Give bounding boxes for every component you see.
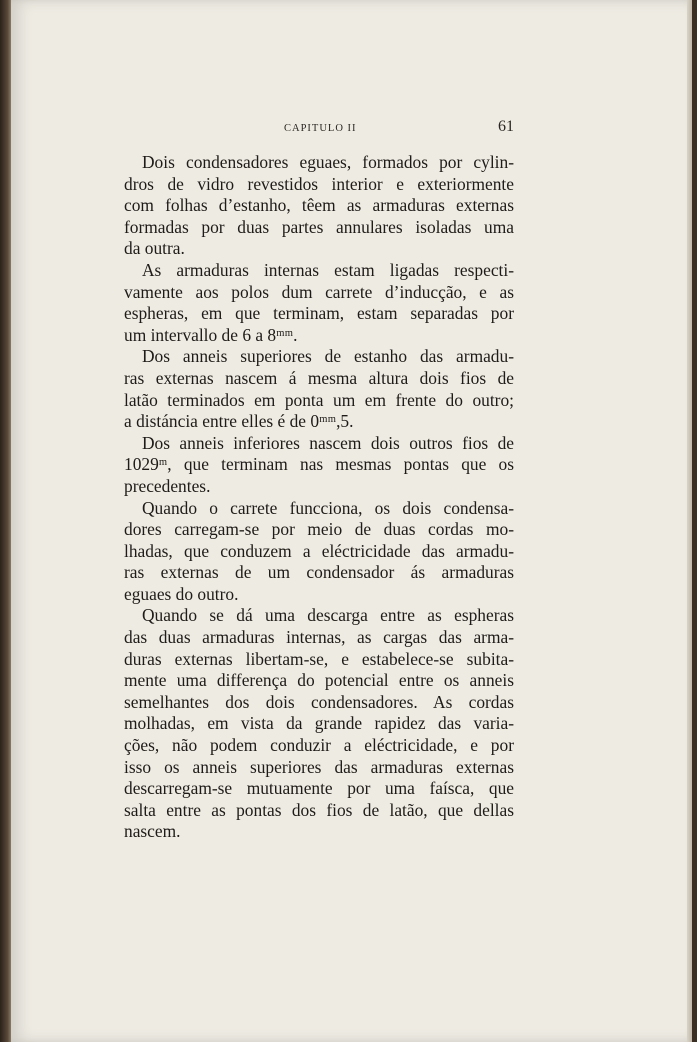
text-line: precedentes. [124,475,211,496]
book-spine-shadow [0,0,11,1042]
paragraph [124,498,514,606]
text-line: da outra. [124,238,185,259]
body-text [124,152,514,843]
text-line: salta entre as pontas dos fios de latão, que dellas [124,799,514,820]
page-number: 61 [498,118,514,135]
text-line: Dos anneis inferiores nascem dois outros fios de [142,432,514,453]
text-line: Dois condensadores eguaes, formados por cylin- [142,152,514,172]
text-line: Dos anneis superiores de estanho das armadu- [142,346,514,367]
text-line: latão terminados em ponta um em frente do outro; [124,389,514,410]
text-line: semelhantes dos dois condensadores. As cordas [124,691,514,712]
paragraph [124,605,514,843]
text-line: espheras, em que terminam, estam separadas por [124,303,514,324]
text-line: nascem. [124,821,181,842]
paragraph [124,346,514,432]
running-head [124,120,514,140]
text-line: Quando se dá uma descarga entre as espheras [142,605,514,626]
text-line: 1029ᵐ, que terminam nas mesmas pontas que os [124,454,514,475]
text-line: As armaduras internas estam ligadas respecti- [142,259,514,280]
text-line: mente uma differença do potencial entre os anneis [124,670,514,691]
text-line: com folhas d’estanho, têem as armaduras externas [124,195,514,216]
text-line: dros de vidro revestidos interior e exteriormente [124,173,514,194]
paragraph [124,152,514,260]
text-line: eguaes do outro. [124,583,239,604]
paragraph [124,260,514,346]
text-line: das duas armaduras internas, as cargas das arma- [124,627,514,648]
text-line: formadas por duas partes annulares isoladas uma [124,216,514,237]
page-edge [687,0,692,1042]
text-line: molhadas, em vista da grande rapidez das varia- [124,713,514,734]
text-line: um intervallo de 6 a 8ᵐᵐ. [124,324,298,345]
text-line: duras externas libertam-se, e estabelece-se subita- [124,648,514,669]
paragraph [124,433,514,498]
text-line: isso os anneis superiores das armaduras externas [124,756,514,777]
text-line: Quando o carrete funcciona, os dois condensa- [142,497,514,518]
text-line: ras externas de um condensador ás armaduras [124,562,514,583]
text-line: vamente aos polos dum carrete d’inducção, e as [124,281,514,302]
text-line: lhadas, que conduzem a eléctricidade das armadu- [124,540,514,561]
text-line: dores carregam-se por meio de duas cordas mo- [124,519,514,540]
chapter-title: CAPITULO II [284,123,357,134]
text-line: a distáncia entre elles é de 0ᵐᵐ,5. [124,411,354,432]
text-line: ções, não podem conduzir a eléctricidade, e por [124,735,514,756]
text-line: ras externas nascem á mesma altura dois fios de [124,367,514,388]
text-line: descarregam-se mutuamente por uma faísca, que [124,778,514,799]
